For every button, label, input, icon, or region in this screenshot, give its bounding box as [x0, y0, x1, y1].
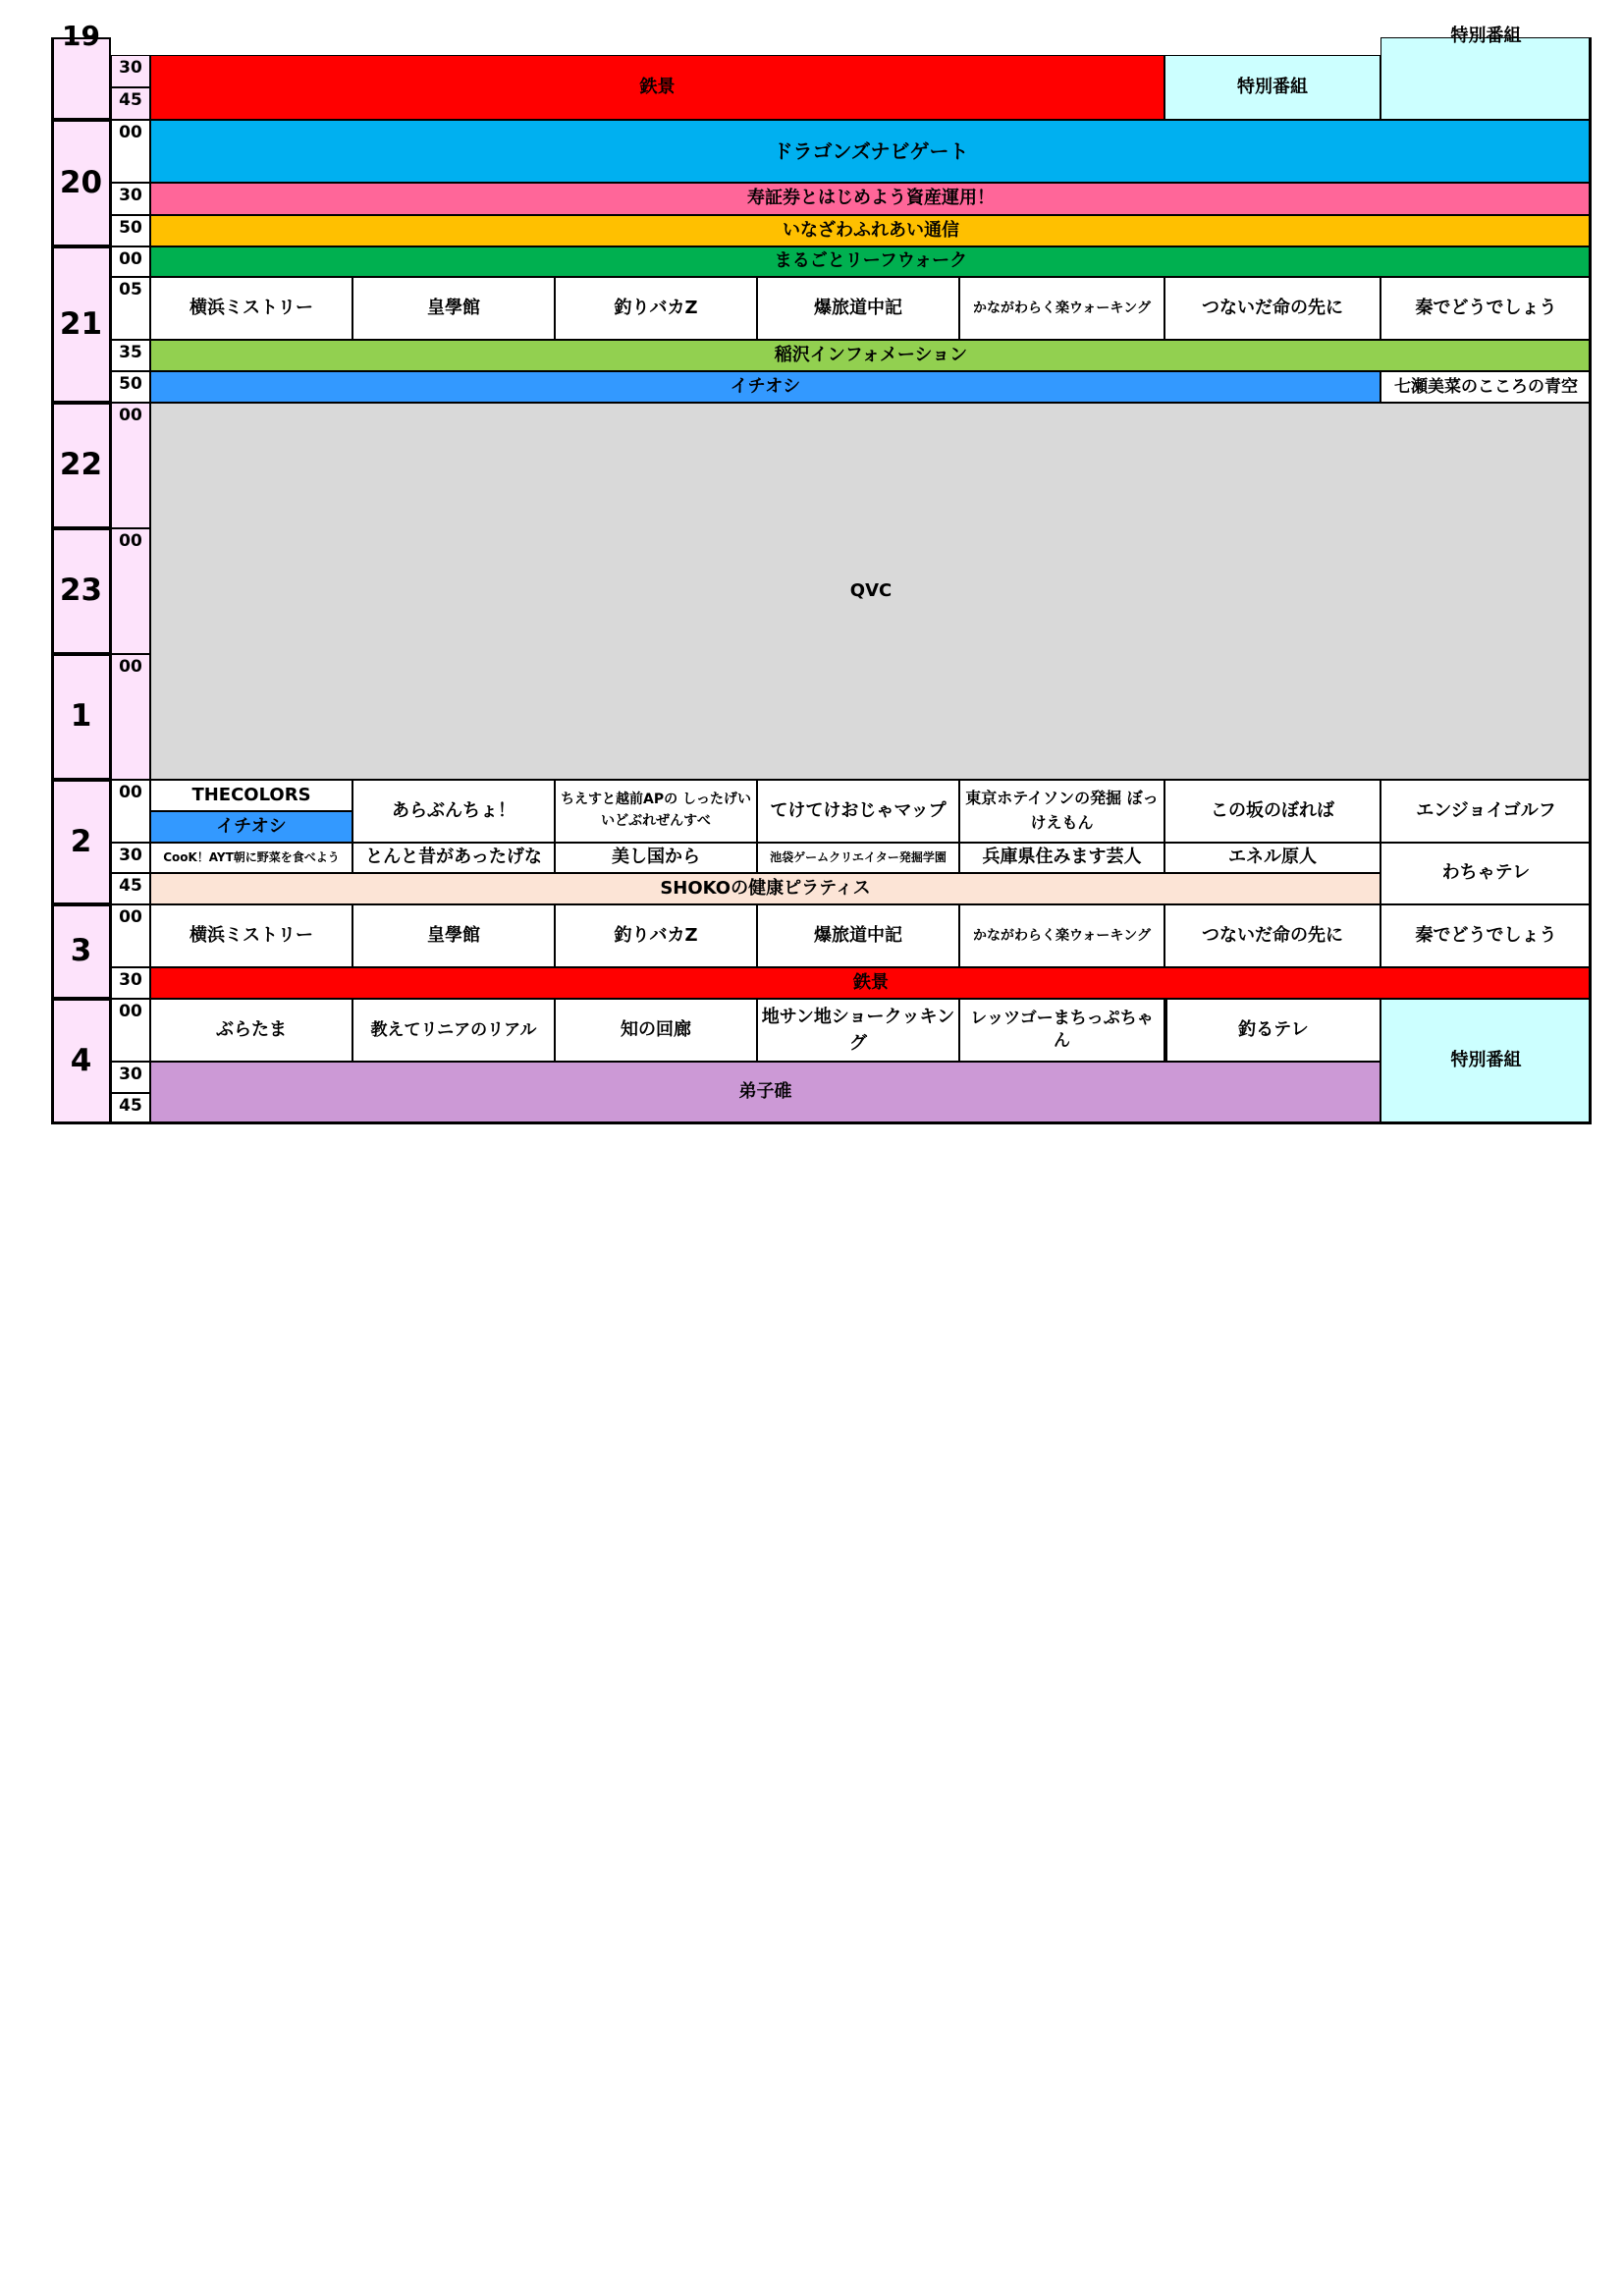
minute-cell: 45 [111, 1093, 150, 1123]
hour-cell-22: 22 [51, 403, 111, 528]
program-bakuryo-3[interactable]: 爆旅道中記 [757, 904, 959, 967]
program-kotobuki[interactable]: 寿証券とはじめよう資産運用！ [150, 183, 1592, 215]
program-enjoy-golf[interactable]: エンジョイゴルフ [1380, 780, 1592, 843]
program-yokohama[interactable]: 横浜ミストリー [150, 277, 352, 340]
program-hata[interactable]: 秦でどうでしょう [1380, 277, 1592, 340]
program-chino[interactable]: 知の回廊 [555, 999, 757, 1062]
program-kogakukan[interactable]: 皇學館 [352, 277, 555, 340]
program-shoko[interactable]: SHOKOの健康ピラティス [150, 873, 1380, 904]
program-ichioshi[interactable]: イチオシ [150, 371, 1380, 403]
hour-cell-20: 20 [51, 120, 111, 246]
minute-cell: 00 [111, 780, 150, 843]
program-yokohama-3[interactable]: 横浜ミストリー [150, 904, 352, 967]
program-label: 特別番組 [1450, 26, 1522, 46]
program-dragons[interactable]: ドラゴンズナビゲート [150, 120, 1592, 183]
program-kanagawa-3[interactable]: かながわらく楽ウォーキング [959, 904, 1164, 967]
program-tetsuken-3[interactable]: 鉄景 [150, 967, 1592, 999]
minute-cell: 00 [111, 999, 150, 1062]
program-oshiete[interactable]: 教えてリニアのリアル [352, 999, 555, 1062]
program-teketeke[interactable]: てけてけおじゃマップ [757, 780, 959, 843]
program-konosaka[interactable]: この坂のぼれば [1164, 780, 1380, 843]
program-kogakukan-3[interactable]: 皇學館 [352, 904, 555, 967]
program-wachatele[interactable]: わちゃテレ [1380, 843, 1592, 904]
program-araban[interactable]: あらぶんちょ！ [352, 780, 555, 843]
program-tsurutele[interactable]: 釣るテレ [1164, 999, 1380, 1062]
minute-cell: 00 [111, 528, 150, 654]
program-tokubetsu[interactable]: 特別番組 [1164, 55, 1380, 120]
hour-cell-1: 1 [51, 654, 111, 780]
minute-cell: 00 [111, 246, 150, 277]
minute-cell: 30 [111, 55, 150, 87]
program-tokubetsu-4[interactable]: 特別番組 [1380, 999, 1592, 1123]
program-nanase[interactable]: 七瀬美菜のこころの青空 [1380, 371, 1592, 403]
minute-cell: 30 [111, 1062, 150, 1093]
program-tsuribaka-3[interactable]: 釣りバカZ [555, 904, 757, 967]
minute-cell: 45 [111, 873, 150, 904]
program-ichioshi-2[interactable]: イチオシ [150, 811, 352, 843]
minute-cell: 00 [111, 120, 150, 183]
minute-cell: 00 [111, 403, 150, 528]
program-tokyo-hotei[interactable]: 東京ホテイソンの発掘 ぼっけえもん [959, 780, 1164, 843]
hour-cell-2: 2 [51, 780, 111, 904]
program-kanagawa[interactable]: かながわらく楽ウォーキング [959, 277, 1164, 340]
program-hyogo[interactable]: 兵庫県住みます芸人 [959, 843, 1164, 873]
program-tonto[interactable]: とんと昔があったげな [352, 843, 555, 873]
program-qvc[interactable]: QVC [150, 403, 1592, 780]
minute-cell: 30 [111, 843, 150, 873]
program-tsunaida[interactable]: つないだ命の先に [1164, 277, 1380, 340]
minute-cell: 00 [111, 654, 150, 780]
minute-cell: 30 [111, 183, 150, 215]
minute-cell: 35 [111, 340, 150, 371]
minute-cell: 50 [111, 215, 150, 246]
hour-cell-21: 21 [51, 246, 111, 403]
program-utsukushi[interactable]: 美し国から [555, 843, 757, 873]
hour-cell-4: 4 [51, 999, 111, 1123]
program-inazawa-info[interactable]: 稲沢インフォメーション [150, 340, 1592, 371]
program-hata-3[interactable]: 秦でどうでしょう [1380, 904, 1592, 967]
program-ikebukuro[interactable]: 池袋ゲームクリエイター発掘学園 [757, 843, 959, 873]
minute-cell: 50 [111, 371, 150, 403]
program-enel[interactable]: エネル原人 [1164, 843, 1380, 873]
program-letsgo[interactable]: レッツゴーまちっぷちゃん [959, 999, 1164, 1062]
program-tokubetsu-19[interactable] [1380, 26, 1592, 120]
minute-cell: 00 [111, 904, 150, 967]
hour-cell-23: 23 [51, 528, 111, 654]
minute-cell: 45 [111, 87, 150, 120]
program-thecolors[interactable]: THECOLORS [150, 780, 352, 811]
program-inazawa[interactable]: いなざわふれあい通信 [150, 215, 1592, 246]
hour-cell-19 [51, 20, 111, 120]
program-chisan[interactable]: 地サン地ショークッキング [757, 999, 959, 1062]
program-chieyasu[interactable]: ちえすと越前APの しったげいいどぶれぜんすべ [555, 780, 757, 843]
program-bakuryo[interactable]: 爆旅道中記 [757, 277, 959, 340]
program-marugoto[interactable]: まるごとリーフウォーク [150, 246, 1592, 277]
program-tetsuken[interactable]: 鉄景 [150, 55, 1164, 120]
program-cook[interactable]: CooK！AYT朝に野菜を食べよう [150, 843, 352, 873]
program-buratama[interactable]: ぶらたま [150, 999, 352, 1062]
hour-label: 19 [62, 20, 100, 52]
program-tsuribaka[interactable]: 釣りバカZ [555, 277, 757, 340]
program-deshi[interactable]: 弟子碓 [150, 1062, 1380, 1123]
program-tsunaida-3[interactable]: つないだ命の先に [1164, 904, 1380, 967]
minute-cell: 05 [111, 277, 150, 340]
hour-cell-3: 3 [51, 904, 111, 999]
minute-cell: 30 [111, 967, 150, 999]
